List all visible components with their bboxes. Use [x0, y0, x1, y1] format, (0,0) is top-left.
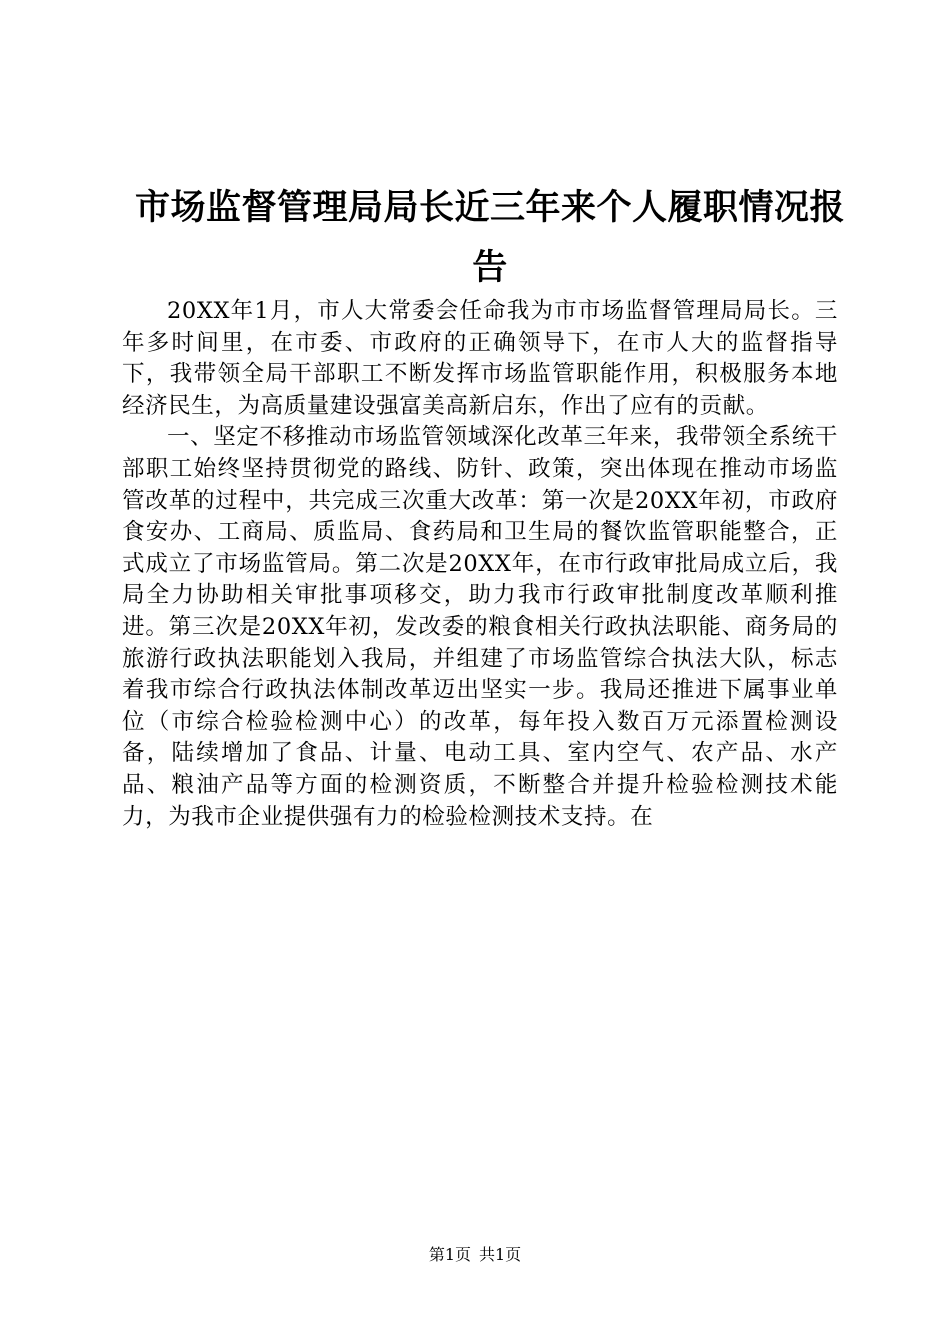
page-count: 共1页	[479, 1245, 522, 1264]
document-body	[122, 296, 838, 833]
paragraph: 20XX年1月，市人大常委会任命我为市市场监督管理局局长。三年多时间里，在市委、市政府的正确领导下，在市人大的监督指导下，我带领全局干部职工不断发挥市场监管职能作用，积极服务本地经济民生，为高质量建设强富美高新启东，作出了应有的贡献。	[122, 298, 838, 419]
page-number: 第1页	[428, 1245, 471, 1264]
page-footer	[0, 1244, 950, 1266]
paragraph: 一、坚定不移推动市场监管领域深化改革三年来，我带领全系统干部职工始终坚持贯彻党的路线、防针、政策，突出体现在推动市场监管改革的过程中，共完成三次重大改革：第一次是20XX年初，市政府食安办、工商局、质监局、食药局和卫生局的餐饮监管职能整合，正式成立了市场监管局。第二次是20XX年，在市行政审批局成立后，我局全力协助相关审批事项移交，助力我市行政审批制度改革顺利推进。第三次是20XX年初，发改委的粮食相关行政执法职能、商务局的旅游行政执法职能划入我局，并组建了市场监管综合执法大队，标志着我市综合行政执法体制改革迈出坚实一步。我局还推进下属事业单位（市综合检验检测中心）的改革，每年投入数百万元添置检测设备，陆续增加了食品、计量、电动工具、室内空气、农产品、水产品、粮油产品等方面的检测资质，不断整合并提升检验检测技术能力，为我市企业提供强有力的检验检测技术支持。在	[122, 424, 838, 830]
document-title: 市场监督管理局局长近三年来个人履职情况报告	[134, 188, 845, 288]
